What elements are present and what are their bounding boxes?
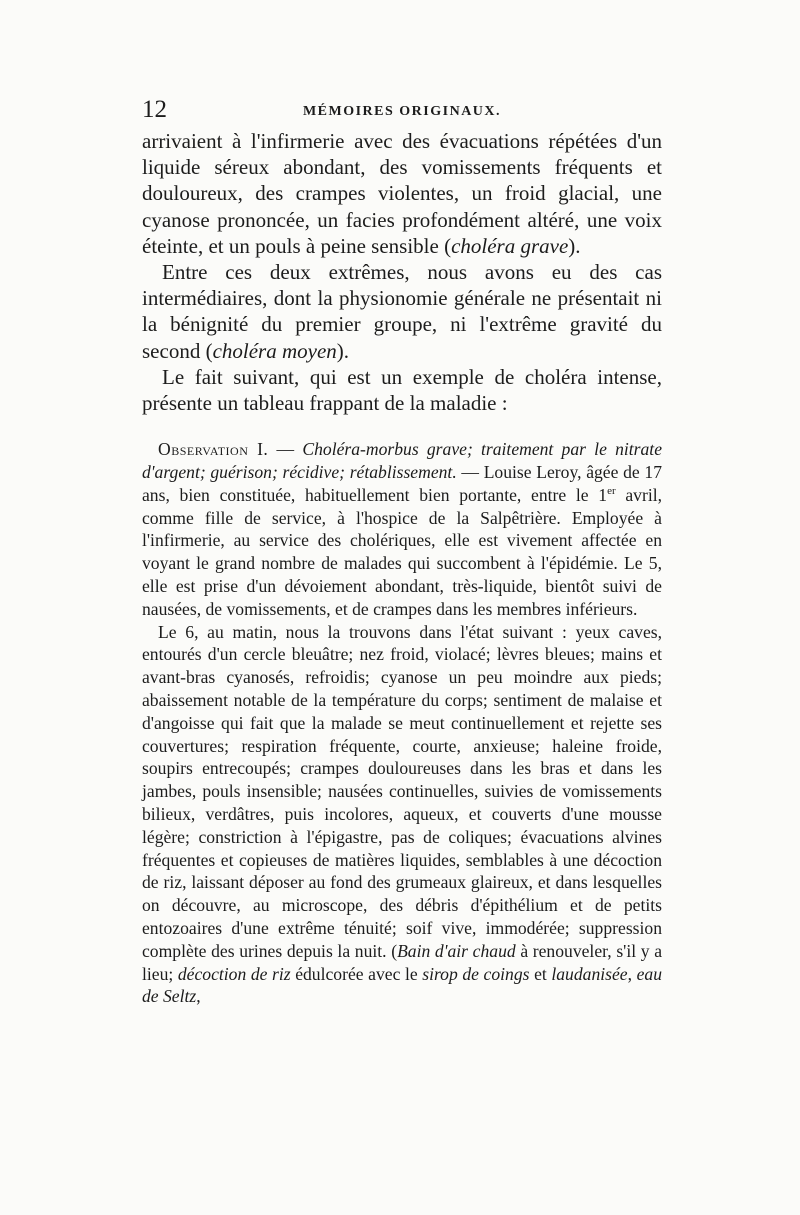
main-text [142,128,662,416]
page-number: 12 [142,96,167,123]
running-title: MÉMOIRES ORIGINAUX. [302,104,502,119]
observation-section [142,438,662,1008]
observation-title: Choléra-morbus grave; traitement par le nitrate d'argent; guérison; récidive; rétablissement. [142,439,662,483]
observation-paragraph-2: Le 6, au matin, nous la trouvons dans l'état suivant : yeux caves, entourés d'un cercle bleuâtre; nez froid, violacé; lèvres bleues; mains et avant-bras cyanosés, refroidis; cyanose un peu moindre aux pieds; abaissement notable de la température du corps; sentiment de malaise et d'angoisse qui fait que la malade se meut continuellement et rejette ses couvertures; respiration fréquente, courte, anxieuse; haleine froide, soupirs entrecoupés; crampes douloureuses dans les bras et dans les jambes, pouls insensible; nausées continuelles, suivies de vomissements bilieux, verdâtres, puis incolores, aqueux, et couverts d'une mousse légère; constriction à l'épigastre, pas de coliques; évacuations alvines fréquentes et copieuses de matières liquides, semblables à une décoction de riz, laissant déposer au fond des grumeaux glaireux, et dans lesquelles on découvre, au microscope, des débris d'épithélium et de petits entozoaires d'une extrême ténuité; soif vive, immodérée; suppression complète des urines depuis la nuit. (Bain d'air chaud à renouveler, s'il y a lieu; décoction de riz édulcorée avec le sirop de coings et laudanisée, eau de Seltz, [142,621,662,1007]
observation-heading: Observation I. [158,439,269,460]
italic-term: choléra moyen [212,338,337,363]
italic-term: choléra grave [451,233,569,258]
page-header [142,96,662,126]
paragraph-introduction: Le fait suivant, qui est un exemple de choléra intense, présente un tableau frappant de la maladie : [142,364,662,416]
paragraph-intermediate-cases: Entre ces deux extrêmes, nous avons eu des cas intermédiaires, dont la physionomie générale ne présentait ni la bénignité du premier groupe, ni l'extrême gravité du second (choléra moyen). [142,260,662,363]
paragraph-continuation: arrivaient à l'infirmerie avec des évacuations répétées d'un liquide séreux abondant, des vomissements fréquents et douloureux, des crampes violentes, un froid glacial, une cyanose prononcée, un facies profondément altéré, une voix éteinte, et un pouls à peine sensible (choléra grave). [142,129,662,258]
observation-paragraph-1: Observation I. — Choléra-morbus grave; traitement par le nitrate d'argent; guérison; récidive; rétablissement. — Louise Leroy, âgée de 17 ans, bien constituée, habituellement bien portante, entre le 1er avril, comme fille de service, à l'hospice de la Salpêtrière. Employée à l'infirmerie, au service des cholériques, elle est vivement affectée en voyant le grand nombre de malades qui succombent à l'épidémie. Le 5, elle est prise d'un dévoiement abondant, très-liquide, bientôt suivi de nausées, de vomissements, et de crampes dans les membres inférieurs. [142,439,662,619]
book-page [142,96,662,1008]
